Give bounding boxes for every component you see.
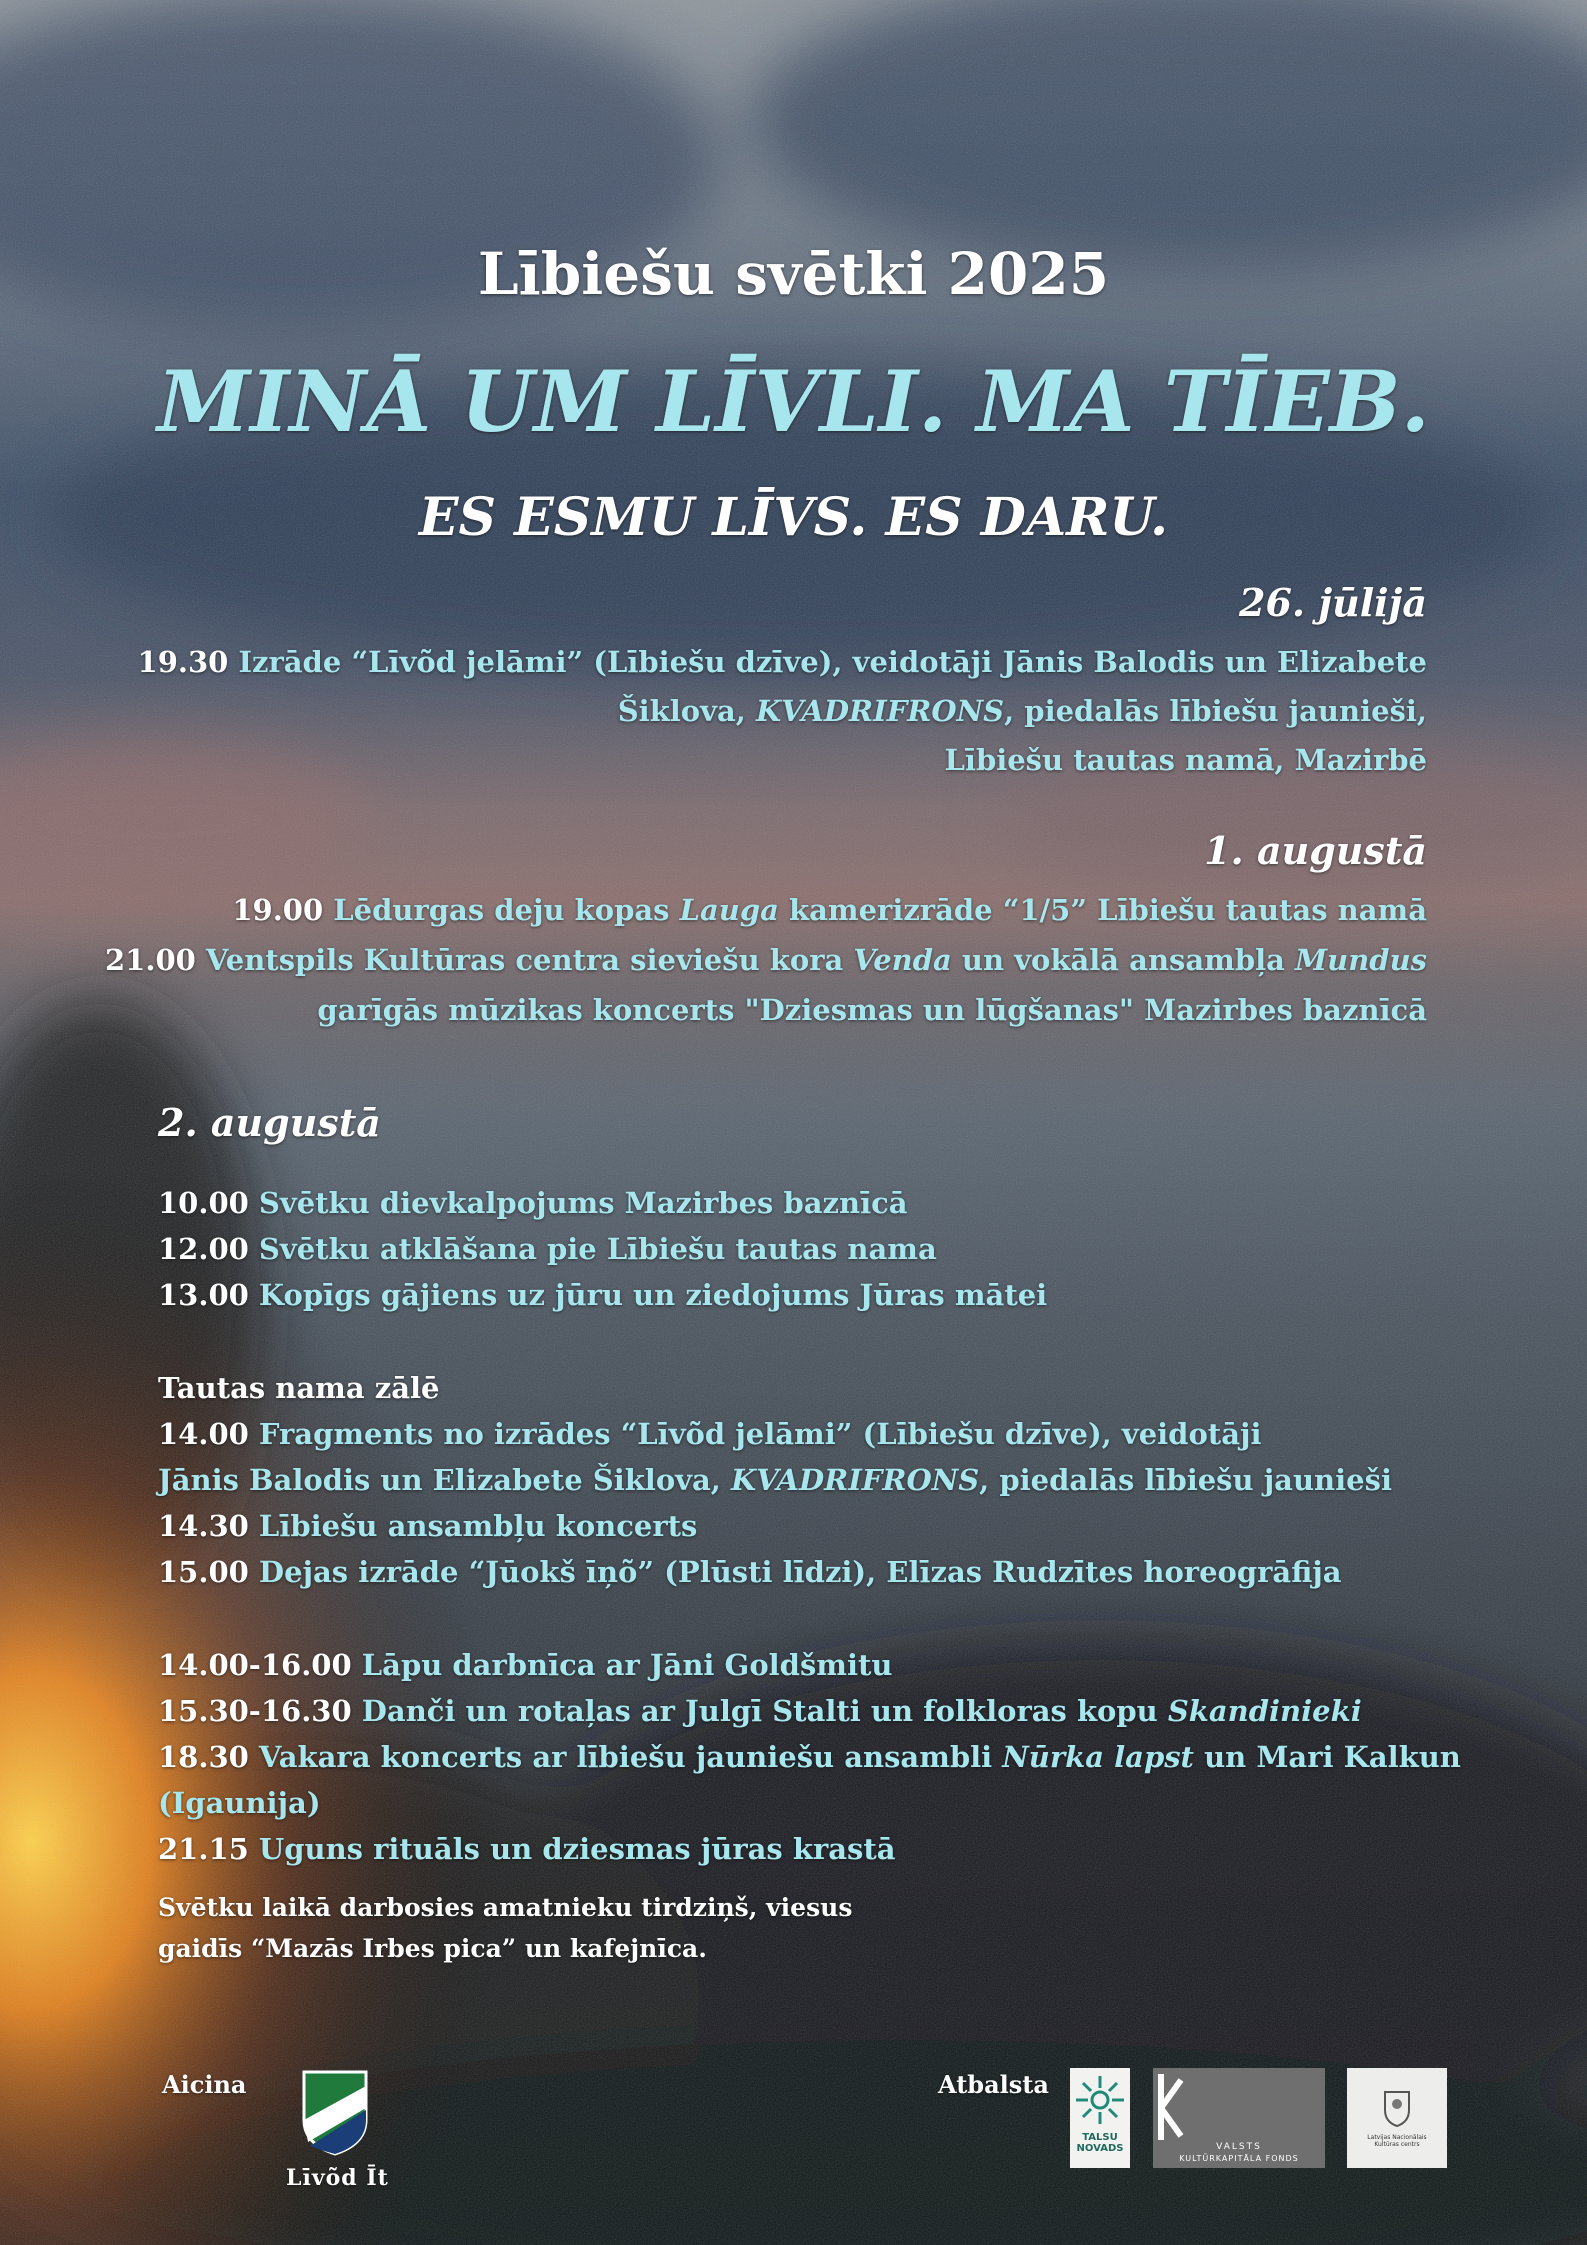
motto-livonian: MINĀ UM LĪVLI. MA TĪEB. (157, 352, 1430, 451)
event-row-1930-line2 (618, 694, 1427, 728)
text-span: 15.00 (158, 1555, 249, 1589)
text-span: 18.30 (158, 1740, 249, 1774)
event-row-1830-line2: (Igaunija) (158, 1786, 321, 1820)
event-title: Lībiešu svētki 2025 (477, 240, 1110, 308)
event-row-1300 (158, 1278, 1047, 1312)
text-span: , piedalās lībiešu jaunieši, (1004, 694, 1427, 728)
novads-text: NOVADS (1076, 2143, 1124, 2154)
text-span: Svētku atklāšana pie Lībiešu tautas nama (258, 1232, 937, 1266)
date-26-july: 26. jūlijā (1239, 580, 1427, 625)
event-row-1500 (158, 1555, 1342, 1589)
supported-label: Atbalsta (938, 2070, 1049, 2099)
event-row-1000 (158, 1186, 908, 1220)
lnkc-line-2: Kultūras centrs (1374, 2141, 1420, 2148)
text-span: Skandinieki (1167, 1694, 1362, 1728)
event-row-1930-line1 (138, 645, 1427, 679)
motto-latvian: ES ESMU LĪVS. ES DARU. (418, 487, 1169, 548)
event-row-1830-line1 (158, 1740, 1461, 1774)
event-row-1530-1630 (158, 1694, 1362, 1728)
lnkc-logo (1347, 2068, 1447, 2168)
text-span: Uguns rituāls un dziesmas jūras krastā (258, 1832, 896, 1866)
text-span: Lauga (679, 893, 779, 927)
text-span: 14.00 (158, 1417, 249, 1451)
event-row-2100-line1 (105, 943, 1427, 977)
date-2-august: 2. augustā (158, 1100, 381, 1145)
text-span: 14.00-16.00 (158, 1648, 352, 1682)
vkkf-logo (1153, 2068, 1325, 2168)
text-span: , piedalās lībiešu jaunieši (979, 1463, 1392, 1497)
vkkf-line-1: VALSTS (1216, 2142, 1262, 2152)
text-span: Mundus (1295, 943, 1427, 977)
text-span: Vakara koncerts ar lībiešu jauniešu ansambli (258, 1740, 1003, 1774)
vkkf-line-2: KULTŪRKAPITĀLA FONDS (1179, 2154, 1299, 2163)
livod-it-shield-logo (300, 2068, 370, 2156)
event-row-1400-line1 (158, 1417, 1262, 1451)
text-span: kamerizrāde “1/5” Lībiešu tautas namā (778, 893, 1427, 927)
event-row-1930-line3: Lībiešu tautas namā, Mazirbē (944, 743, 1427, 777)
text-group (362, 1694, 1362, 1728)
text-span: Venda (853, 943, 952, 977)
event-row-2115 (158, 1832, 896, 1866)
text-span: Kopīgs gājiens uz jūru un ziedojums Jūras mātei (258, 1278, 1048, 1312)
venue-heading: Tautas nama zālē (158, 1371, 440, 1405)
text-span: un Mari Kalkun (1193, 1740, 1461, 1774)
text-span: 12.00 (158, 1232, 249, 1266)
text-span: Ventspils Kultūras centra sieviešu kora (205, 943, 854, 977)
text-span: Lēdurgas deju kopas (333, 893, 680, 927)
text-group (206, 943, 1427, 977)
talsu-novads-logo (1070, 2068, 1130, 2168)
event-text: Izrāde “Līvõd jelāmi” (Lībiešu dzīve), veidotāji Jānis Balodis un Elizabete (238, 645, 1427, 679)
invites-label: Aicina (162, 2070, 247, 2099)
text-span: Danči un rotaļas ar Julgī Stalti un folkloras kopu (361, 1694, 1168, 1728)
lnkc-line-1: Latvijas Nacionālais (1367, 2134, 1427, 2141)
event-row-1200 (158, 1232, 937, 1266)
vkkf-mark-icon (1157, 2072, 1187, 2142)
text-span: un vokālā ansambļa (951, 943, 1296, 977)
text-span: Lībiešu ansambļu koncerts (258, 1509, 698, 1543)
text-span: 13.00 (158, 1278, 249, 1312)
date-1-august: 1. augustā (1204, 828, 1427, 873)
text-span: Jānis Balodis un Elizabete Šiklova, (158, 1463, 731, 1497)
text-span: 21.15 (158, 1832, 249, 1866)
text-span: 19.00 (232, 893, 324, 927)
note-line-1: Svētku laikā darbosies amatnieku tirdziņš, viesus (158, 1893, 853, 1922)
event-row-2100-line2: garīgās mūzikas koncerts "Dziesmas un lūgšanas" Mazirbes baznīcā (317, 993, 1427, 1027)
text-span: 15.30-16.30 (158, 1694, 352, 1728)
text-span: Dejas izrāde “Jūokš īņõ” (Plūsti līdzi), Elīzas Rudzītes horeogrāfija (258, 1555, 1342, 1589)
text-span: Svētku dievkalpojums Mazirbes baznīcā (258, 1186, 908, 1220)
text-span: Šiklova, (617, 694, 756, 728)
text-group (333, 893, 1427, 927)
organizer-name: Līvõd Īt (286, 2165, 389, 2191)
text-span: 10.00 (158, 1186, 249, 1220)
text-span: 14.30 (158, 1509, 249, 1543)
event-row-1400-line2 (158, 1463, 1392, 1497)
ornament-icon (1072, 2072, 1128, 2128)
note-line-2: gaidīs “Mazās Irbes pica” un kafejnīca. (158, 1934, 707, 1963)
text-span: Nūrka lapst (1002, 1740, 1194, 1774)
event-row-1430 (158, 1509, 697, 1543)
text-span: KVADRIFRONS (731, 1463, 980, 1497)
text-span: Lāpu darbnīca ar Jāni Goldšmitu (361, 1648, 893, 1682)
event-time: 19.30 (137, 645, 229, 679)
text-span: 21.00 (105, 943, 196, 977)
text-group (259, 1740, 1461, 1774)
event-row-1900 (232, 893, 1427, 927)
talsu-text: TALSU (1082, 2132, 1118, 2143)
event-row-1400-1600 (158, 1648, 892, 1682)
coat-of-arms-icon (1377, 2086, 1417, 2130)
text-span: Fragments no izrādes “Līvõd jelāmi” (Lībiešu dzīve), veidotāji (258, 1417, 1262, 1451)
company-name: KVADRIFRONS (755, 694, 1005, 728)
